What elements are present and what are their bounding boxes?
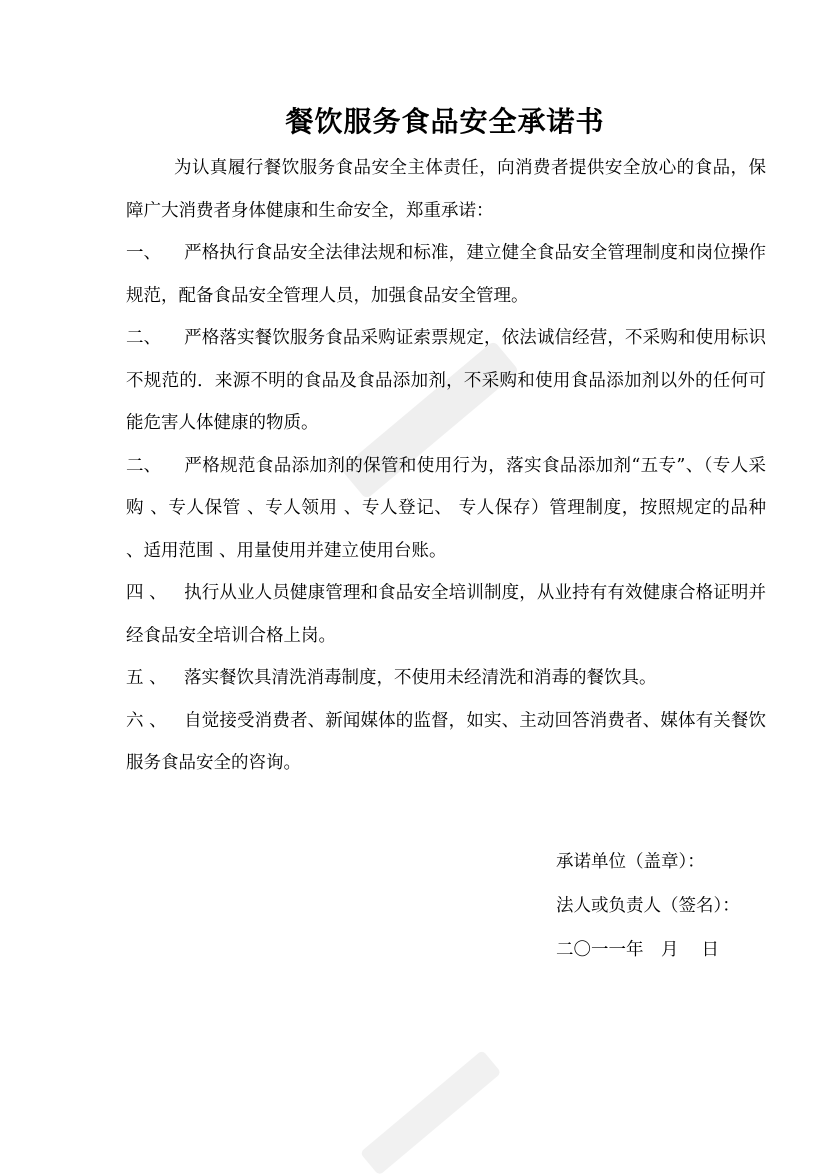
- list-item: [126, 445, 766, 573]
- intro-paragraph: 为认真履行餐饮服务食品安全主体责任，向消费者提供安全放心的食品，保障广大消费者身体健康和生命安全，郑重承诺：: [126, 158, 766, 221]
- legal-person-label: 法人或负责人（签名）：: [556, 896, 740, 916]
- item-text: 落实餐饮具清洗消毒制度，不使用未经清洗和消毒的餐饮具。: [184, 668, 657, 688]
- item-number: 一、: [126, 243, 161, 263]
- signing-unit-label: 承诺单位（盖章）：: [556, 852, 705, 872]
- signature-block: [556, 840, 796, 972]
- watermark-graphic-bottom: [330, 1050, 530, 1174]
- item-text: 自觉接受消费者、新闻媒体的监督，如实、主动回答消费者、媒体有关餐饮服务食品安全的咨询。: [126, 710, 766, 773]
- item-text: 严格执行食品安全法律法规和标准，建立健全食品安全管理制度和岗位操作规范，配备食品安全管理人员，加强食品安全管理。: [126, 243, 766, 306]
- list-item: [126, 232, 766, 317]
- list-item: [126, 572, 766, 657]
- item-text: 严格落实餐饮服务食品采购证索票规定，依法诚信经营，不采购和使用标识不规范的．来源不明的食品及食品添加剂，不采购和使用食品添加剂以外的任何可能危害人体健康的物质。: [126, 328, 766, 433]
- document-body: [126, 147, 766, 785]
- item-number: 二、: [126, 455, 161, 476]
- item-number: 五 、: [126, 668, 167, 688]
- list-item: [126, 317, 766, 445]
- list-item: [126, 700, 766, 785]
- item-number: 四 、: [126, 583, 167, 603]
- item-number: 二、: [126, 328, 161, 348]
- page-title: 餐饮服务食品安全承诺书: [285, 105, 605, 138]
- date-line: 二〇一一年 月 日: [556, 940, 720, 960]
- item-text: 执行从业人员健康管理和食品安全培训制度，从业持有有效健康合格证明并经食品安全培训合格上岗。: [126, 583, 766, 646]
- item-text: 严格规范食品添加剂的保管和使用行为，落实食品添加剂“五专”、（专人采购 、专人保管 、专人领用 、专人登记、 专人保存）管理制度，按照规定的品种 、适用范围 、用量使用并建立使用台账。: [126, 455, 766, 561]
- item-number: 六 、: [126, 710, 167, 731]
- list-item: [126, 657, 766, 700]
